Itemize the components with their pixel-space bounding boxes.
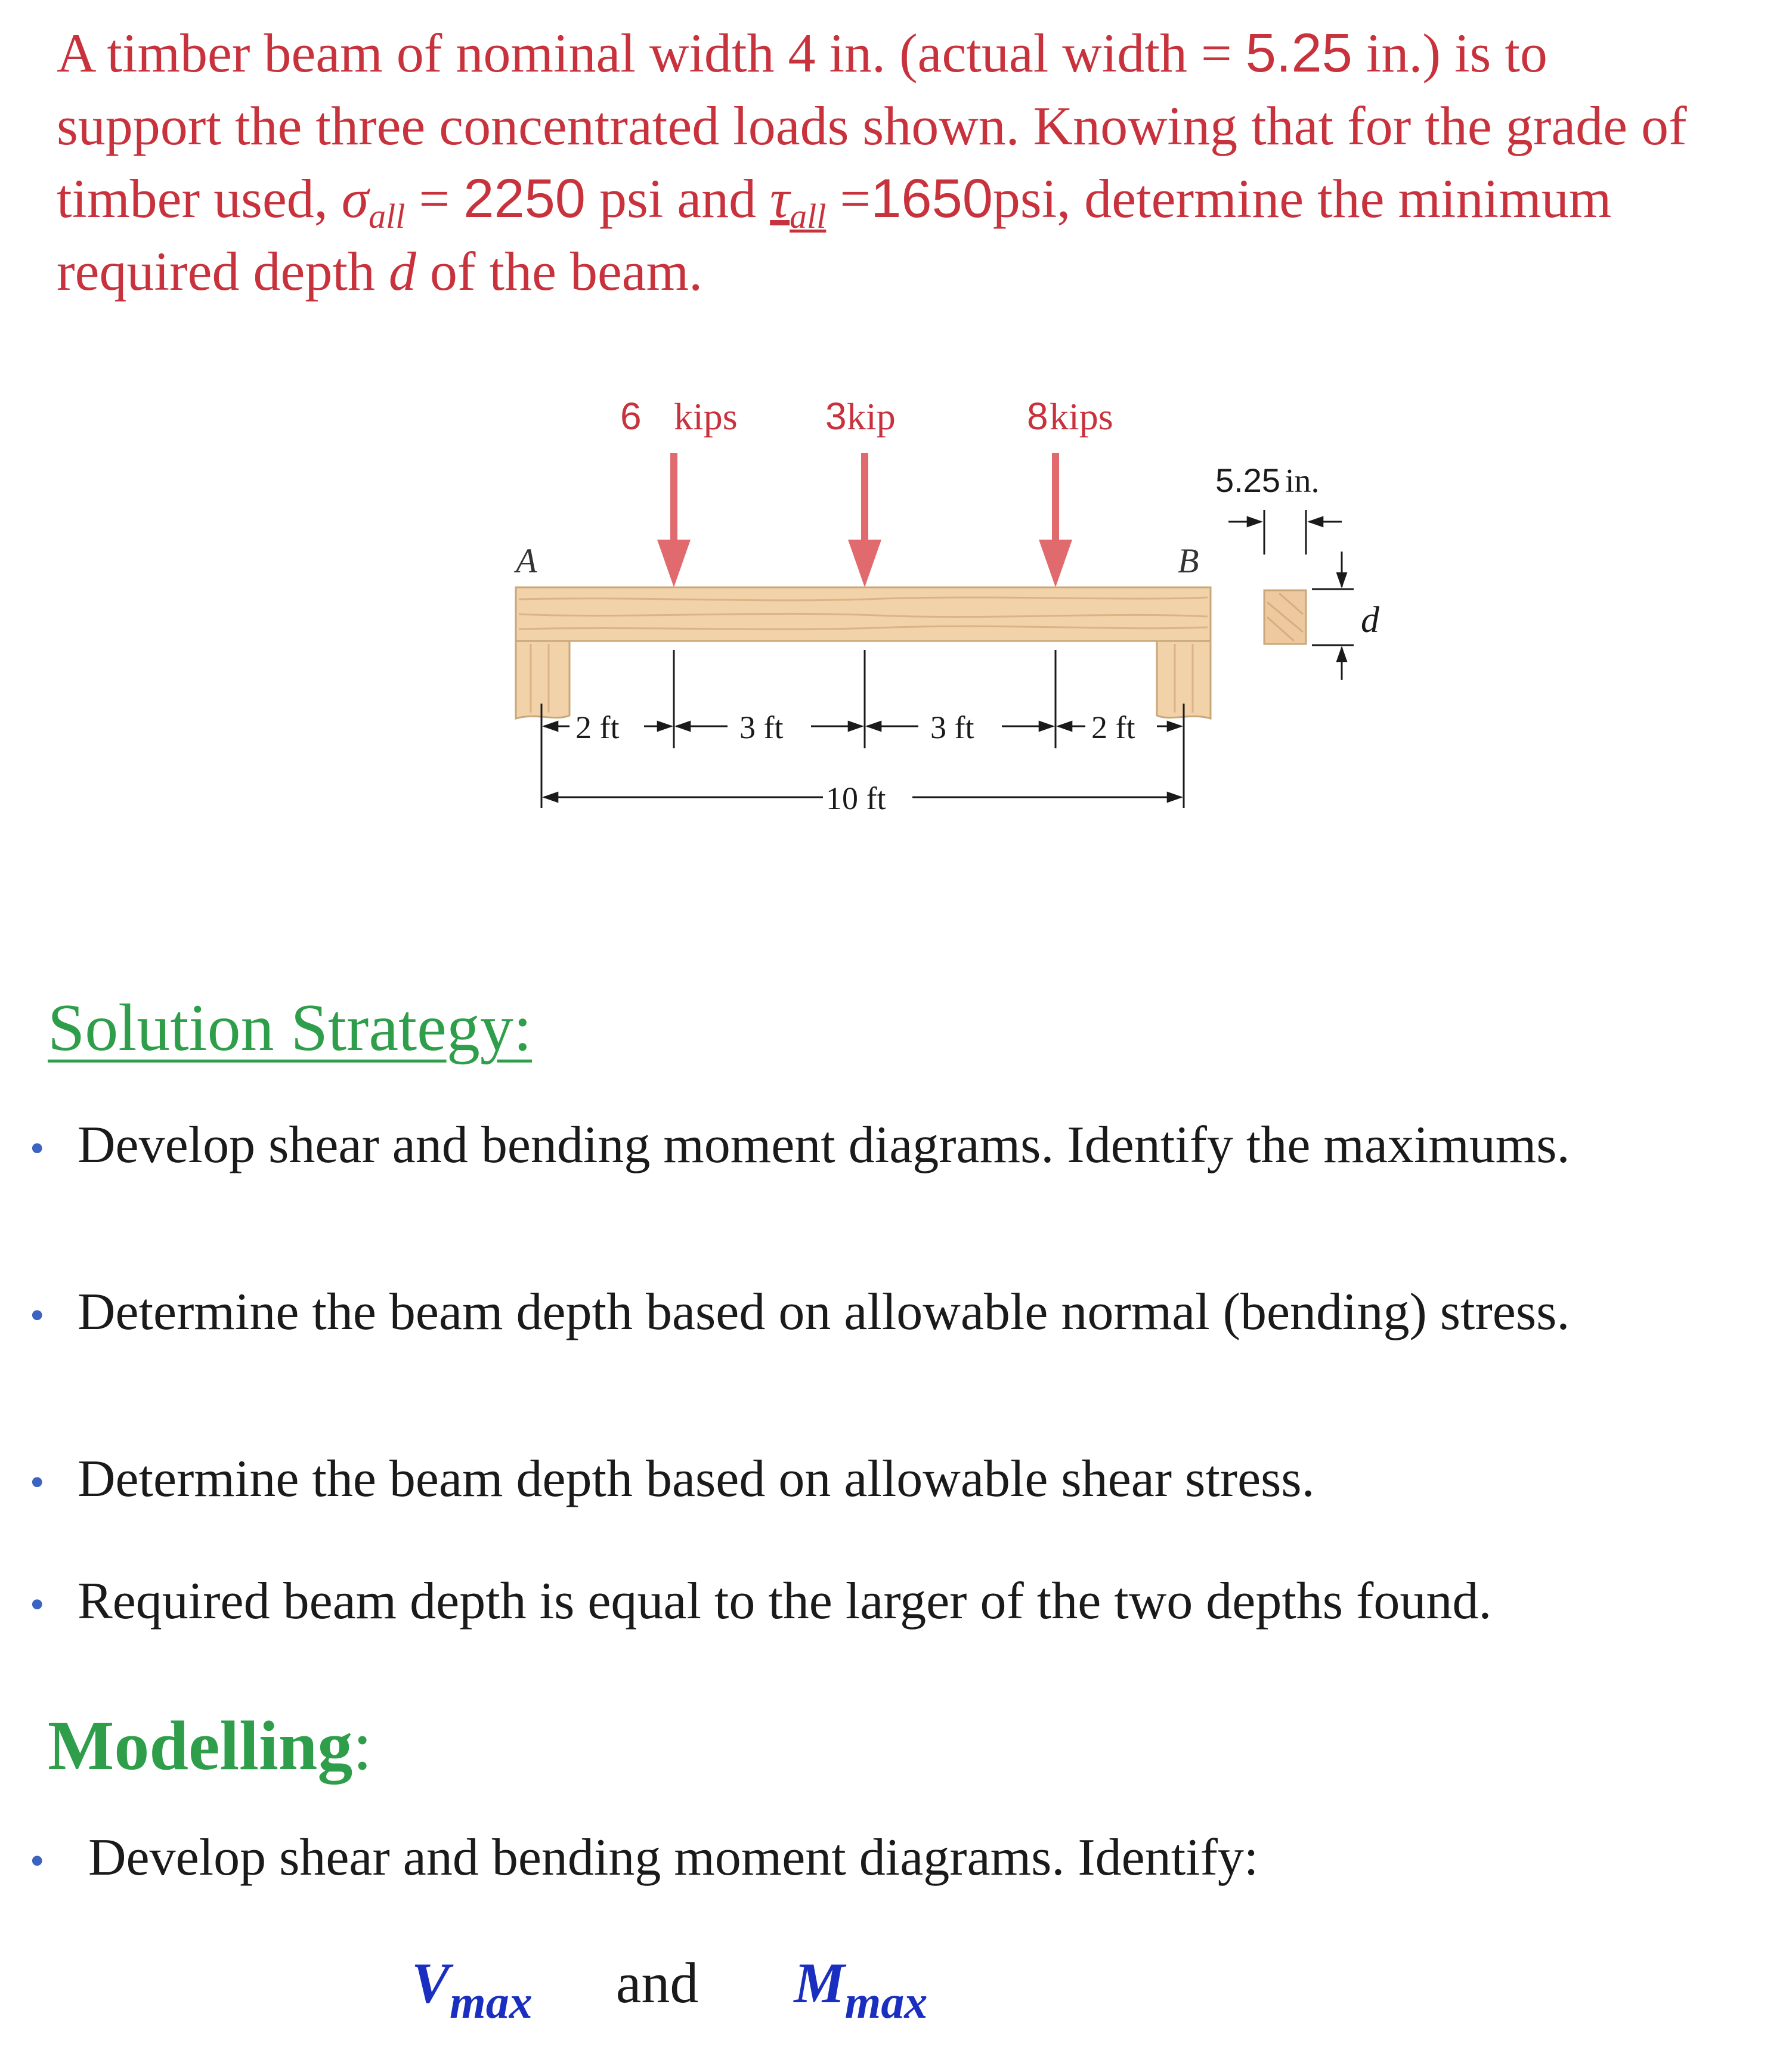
modelling-heading-colon: : <box>352 1706 373 1785</box>
tau-equals: = <box>826 168 871 229</box>
problem-statement <box>57 17 1714 308</box>
section-width-dimension <box>1228 510 1342 555</box>
timber-beam <box>516 587 1211 641</box>
load-unit-2: kip <box>847 395 896 438</box>
bullet-dot: • <box>30 1293 45 1339</box>
load-label-3: 8 <box>1027 395 1048 438</box>
bullet-dot: • <box>30 1460 45 1506</box>
depth-dimension <box>1312 552 1354 680</box>
section-width-label: 5.25 <box>1215 462 1280 499</box>
strategy-bullet-text: Required beam depth is equal to the larger of the two depths found. <box>78 1572 1492 1630</box>
strategy-bullet-1 <box>30 1115 1570 1175</box>
and-word: and <box>615 1951 699 2015</box>
problem-text-3: psi and <box>585 168 770 229</box>
beam-diagram <box>465 382 1419 918</box>
equals-sign: = <box>1187 23 1246 83</box>
strategy-bullet-3 <box>30 1449 1315 1509</box>
sigma-equals: = <box>405 168 464 229</box>
load-label-2: 3 <box>825 395 847 438</box>
sigma-subscript: all <box>369 197 406 236</box>
span-label-1: 2 ft <box>575 710 620 745</box>
modelling-bullet-text: Develop shear and bending moment diagrams. Identify: <box>88 1829 1259 1887</box>
load-unit-1: kips <box>674 395 738 438</box>
problem-text-1: A timber beam of nominal width 4 in. (actual width <box>57 23 1187 83</box>
tau-subscript: all <box>790 197 827 236</box>
modelling-heading <box>48 1705 372 1786</box>
v-max-symbol: $V_{max}$ <box>411 1951 533 2028</box>
strategy-bullet-text: Develop shear and bending moment diagrams. Identify the maximums. <box>78 1116 1570 1174</box>
m-max-symbol: $M_{max}$ <box>794 1951 928 2028</box>
cross-section <box>1264 590 1306 644</box>
solution-strategy-heading: Solution Strategy: <box>48 991 532 1065</box>
problem-text-2: in.) is to support the three concentrated loads shown. Knowing that for the grade of timber used, <box>57 23 1687 229</box>
modelling-heading-text: Modelling <box>48 1706 353 1785</box>
load-arrow-2 <box>848 453 881 587</box>
tau-symbol: τ <box>770 168 790 229</box>
depth-variable: d <box>388 241 416 302</box>
problem-text-4: psi, determine the minimum required depth <box>57 168 1612 302</box>
strategy-bullet-text: Determine the beam depth based on allowable normal (bending) stress. <box>78 1283 1570 1341</box>
max-values-row <box>411 1950 928 2028</box>
section-width-unit: in. <box>1285 463 1320 500</box>
tau-allowable-value: 1650 <box>871 168 993 229</box>
strategy-bullet-2 <box>30 1282 1570 1342</box>
span-label-2: 3 ft <box>739 710 784 745</box>
bullet-dot: • <box>30 1582 45 1628</box>
load-arrow-3 <box>1039 453 1072 587</box>
depth-label: d <box>1361 600 1379 640</box>
total-span-label: 10 ft <box>826 781 886 816</box>
span-label-4: 2 ft <box>1091 710 1135 745</box>
support-a-label: A <box>516 541 537 580</box>
sigma-symbol: σ <box>341 168 369 229</box>
load-unit-3: kips <box>1050 395 1113 438</box>
actual-width-value: 5.25 <box>1245 23 1352 83</box>
sigma-allowable-value: 2250 <box>463 168 586 229</box>
load-arrow-1 <box>657 453 691 587</box>
support-post-a <box>516 641 569 718</box>
strategy-bullet-4 <box>30 1571 1491 1631</box>
bullet-dot: • <box>30 1838 45 1884</box>
span-label-3: 3 ft <box>930 710 974 745</box>
strategy-bullet-text: Determine the beam depth based on allowable shear stress. <box>78 1450 1315 1508</box>
support-b-label: B <box>1178 541 1199 580</box>
problem-text-5: of the beam. <box>416 241 703 302</box>
modelling-bullet <box>30 1828 1258 1888</box>
bullet-dot: • <box>30 1126 45 1172</box>
load-label-1: 6 <box>620 395 642 438</box>
